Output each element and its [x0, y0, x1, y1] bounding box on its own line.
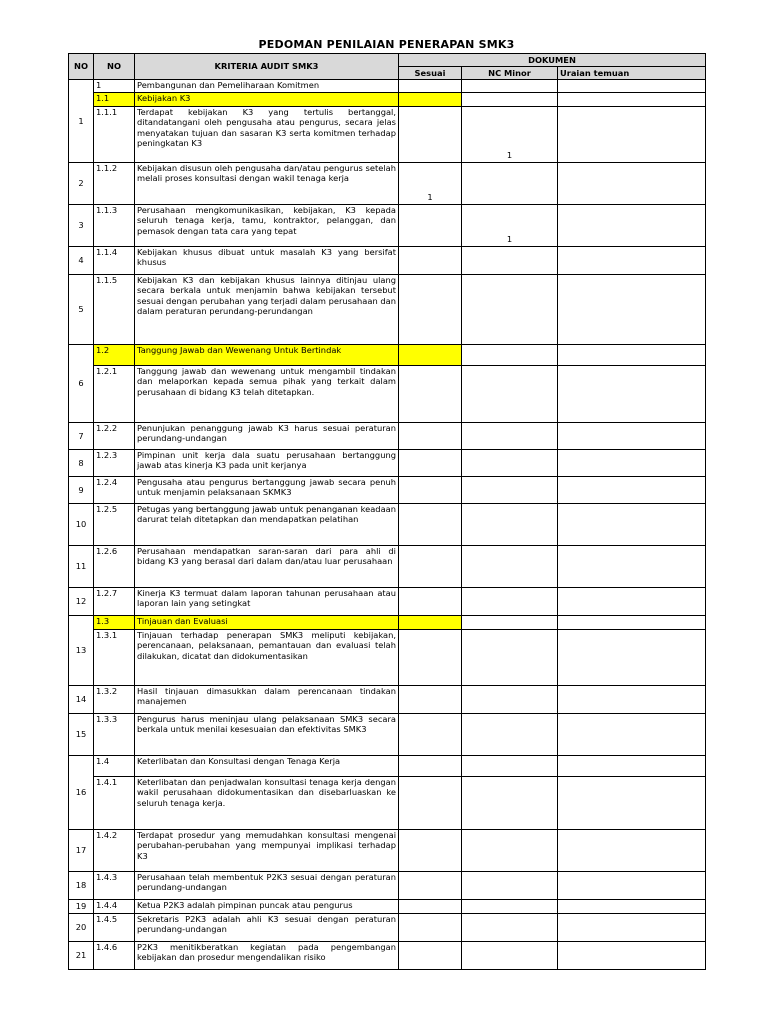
- row-criteria: Terdapat prosedur yang memudahkan konsultasi mengenai perubahan-perubahan yang mempunyai implikasi terhadap K3: [135, 830, 399, 872]
- row-criteria: Tanggung Jawab dan Wewenang Untuk Bertindak: [135, 345, 399, 366]
- table-row: [69, 686, 706, 714]
- row-code: 1: [94, 80, 135, 93]
- row-code: 1.2.5: [94, 504, 135, 546]
- row-code: 1.3.2: [94, 686, 135, 714]
- uraian-cell[interactable]: [558, 616, 706, 630]
- row-number: 13: [69, 616, 94, 686]
- nc-minor-cell[interactable]: [462, 93, 558, 107]
- row-code: 1.4: [94, 756, 135, 777]
- uraian-cell[interactable]: [558, 450, 706, 477]
- table-row: [69, 247, 706, 275]
- row-code: 1.4.2: [94, 830, 135, 872]
- sesuai-cell[interactable]: 1: [399, 163, 462, 205]
- uraian-cell[interactable]: [558, 546, 706, 588]
- uraian-cell[interactable]: [558, 205, 706, 247]
- page-title: PEDOMAN PENILAIAN PENERAPAN SMK3: [258, 38, 515, 51]
- row-criteria: Perusahaan mengkomunikasikan, kebijakan, K3 kepada seluruh tenaga kerja, tamu, kontraktor, pelanggan, dan pemasok dengan tata cara yang tepat: [135, 205, 399, 247]
- nc-minor-cell[interactable]: [462, 686, 558, 714]
- row-code: 1.3.1: [94, 630, 135, 686]
- row-code: 1.2.1: [94, 366, 135, 423]
- sesuai-cell[interactable]: [399, 423, 462, 450]
- row-number: 1: [69, 80, 94, 163]
- row-criteria: Sekretaris P2K3 adalah ahli K3 sesuai dengan peraturan perundang-undangan: [135, 914, 399, 942]
- row-number: 17: [69, 830, 94, 872]
- nc-minor-cell[interactable]: [462, 247, 558, 275]
- sesuai-cell[interactable]: [399, 830, 462, 872]
- nc-minor-cell[interactable]: [462, 942, 558, 970]
- sesuai-cell[interactable]: [399, 630, 462, 686]
- table-row: [69, 914, 706, 942]
- table-row: [69, 366, 706, 423]
- row-criteria: Kebijakan K3: [135, 93, 399, 107]
- row-number: 5: [69, 275, 94, 345]
- table-row: [69, 830, 706, 872]
- table-row: [69, 942, 706, 970]
- uraian-cell[interactable]: [558, 345, 706, 366]
- row-code: 1.4.3: [94, 872, 135, 900]
- nc-minor-cell[interactable]: [462, 616, 558, 630]
- nc-minor-cell[interactable]: [462, 423, 558, 450]
- uraian-cell[interactable]: [558, 756, 706, 777]
- row-criteria: Pengusaha atau pengurus bertanggung jawab secara penuh untuk menjamin pelaksanaan SKMK3: [135, 477, 399, 504]
- nc-minor-cell[interactable]: [462, 872, 558, 900]
- row-criteria: Perusahaan telah membentuk P2K3 sesuai dengan peraturan perundang-undangan: [135, 872, 399, 900]
- nc-minor-cell[interactable]: [462, 900, 558, 914]
- sesuai-cell[interactable]: [399, 686, 462, 714]
- nc-minor-cell[interactable]: [462, 504, 558, 546]
- sesuai-cell[interactable]: [399, 942, 462, 970]
- nc-minor-cell[interactable]: [462, 777, 558, 830]
- table-row: [69, 477, 706, 504]
- row-number: 18: [69, 872, 94, 900]
- sesuai-cell[interactable]: [399, 366, 462, 423]
- row-code: 1.3.3: [94, 714, 135, 756]
- row-number: 4: [69, 247, 94, 275]
- table-row: [69, 80, 706, 93]
- sesuai-cell[interactable]: [399, 714, 462, 756]
- sesuai-cell[interactable]: [399, 107, 462, 163]
- row-criteria: P2K3 menitikberatkan kegiatan pada pengembangan kebijakan dan prosedur mengendalikan risiko: [135, 942, 399, 970]
- row-number: 21: [69, 942, 94, 970]
- nc-minor-cell[interactable]: [462, 714, 558, 756]
- table-row: [69, 777, 706, 830]
- row-code: 1.4.1: [94, 777, 135, 830]
- table-row: [69, 616, 706, 630]
- table-row: [69, 423, 706, 450]
- row-criteria: Petugas yang bertanggung jawab untuk penanganan keadaan darurat telah ditetapkan dan mendapatkan pelatihan: [135, 504, 399, 546]
- uraian-cell[interactable]: [558, 107, 706, 163]
- uraian-cell[interactable]: [558, 366, 706, 423]
- row-number: 8: [69, 450, 94, 477]
- uraian-cell[interactable]: [558, 942, 706, 970]
- row-code: 1.1.5: [94, 275, 135, 345]
- row-number: 10: [69, 504, 94, 546]
- row-criteria: Pimpinan unit kerja dala suatu perusahaan bertanggung jawab atas kinerja K3 pada unit kerjanya: [135, 450, 399, 477]
- nc-minor-cell[interactable]: [462, 366, 558, 423]
- table-row: [69, 630, 706, 686]
- sesuai-cell[interactable]: [399, 914, 462, 942]
- row-code: 1.1: [94, 93, 135, 107]
- row-number: 11: [69, 546, 94, 588]
- nc-minor-cell[interactable]: [462, 630, 558, 686]
- row-criteria: Terdapat kebijakan K3 yang tertulis bertanggal, ditandatangani oleh pengusaha atau pengurus, secara jelas menyatakan tujuan dan sasaran K3 serta komitmen terhadap peningkatan K3: [135, 107, 399, 163]
- row-criteria: Pengurus harus meninjau ulang pelaksanaan SMK3 secara berkala untuk menilai kesesuaian dan efektivitas SMK3: [135, 714, 399, 756]
- sesuai-cell[interactable]: [399, 616, 462, 630]
- sesuai-cell[interactable]: [399, 900, 462, 914]
- header-kriteria: KRITERIA AUDIT SMK3: [135, 54, 399, 80]
- table-row: [69, 450, 706, 477]
- sesuai-cell[interactable]: [399, 247, 462, 275]
- nc-minor-cell[interactable]: 1: [462, 107, 558, 163]
- header-sesuai: Sesuai: [399, 67, 462, 80]
- nc-minor-cell[interactable]: [462, 275, 558, 345]
- uraian-cell[interactable]: [558, 504, 706, 546]
- sesuai-cell[interactable]: [399, 477, 462, 504]
- nc-minor-cell[interactable]: [462, 477, 558, 504]
- row-criteria: Keterlibatan dan penjadwalan konsultasi tenaga kerja dengan wakil perusahaan didokumentasikan dan disebarluaskan ke seluruh tenaga kerja.: [135, 777, 399, 830]
- nc-minor-cell[interactable]: [462, 546, 558, 588]
- uraian-cell[interactable]: [558, 630, 706, 686]
- sesuai-cell[interactable]: [399, 205, 462, 247]
- row-number: 7: [69, 423, 94, 450]
- uraian-cell[interactable]: [558, 588, 706, 616]
- table-row: [69, 504, 706, 546]
- row-code: 1.2.3: [94, 450, 135, 477]
- row-code: 1.1.1: [94, 107, 135, 163]
- table-row: [69, 205, 706, 247]
- table-row: [69, 872, 706, 900]
- row-number: 14: [69, 686, 94, 714]
- nc-minor-cell[interactable]: [462, 756, 558, 777]
- audit-table: [68, 53, 706, 970]
- sesuai-cell[interactable]: [399, 345, 462, 366]
- table-row: [69, 714, 706, 756]
- uraian-cell[interactable]: [558, 686, 706, 714]
- table-row: [69, 107, 706, 163]
- row-number: 2: [69, 163, 94, 205]
- row-code: 1.2.4: [94, 477, 135, 504]
- row-criteria: Ketua P2K3 adalah pimpinan puncak atau pengurus: [135, 900, 399, 914]
- sesuai-cell[interactable]: [399, 450, 462, 477]
- row-code: 1.2: [94, 345, 135, 366]
- table-row: [69, 163, 706, 205]
- header-no: NO: [69, 54, 94, 80]
- row-number: 6: [69, 345, 94, 423]
- sesuai-cell[interactable]: [399, 80, 462, 93]
- row-code: 1.4.6: [94, 942, 135, 970]
- sesuai-cell[interactable]: [399, 777, 462, 830]
- row-code: 1.1.4: [94, 247, 135, 275]
- uraian-cell[interactable]: [558, 163, 706, 205]
- uraian-cell[interactable]: [558, 900, 706, 914]
- row-number: 20: [69, 914, 94, 942]
- header-uraian-temuan: Uraian temuan: [558, 67, 706, 80]
- row-number: 3: [69, 205, 94, 247]
- nc-minor-cell[interactable]: 1: [462, 205, 558, 247]
- row-number: 12: [69, 588, 94, 616]
- nc-minor-cell[interactable]: [462, 163, 558, 205]
- nc-minor-cell[interactable]: [462, 830, 558, 872]
- row-number: 19: [69, 900, 94, 914]
- table-row: [69, 345, 706, 366]
- row-code: 1.2.7: [94, 588, 135, 616]
- uraian-cell[interactable]: [558, 777, 706, 830]
- nc-minor-cell[interactable]: [462, 80, 558, 93]
- row-criteria: Kinerja K3 termuat dalam laporan tahunan perusahaan atau laporan lain yang setingkat: [135, 588, 399, 616]
- sesuai-cell[interactable]: [399, 588, 462, 616]
- uraian-cell[interactable]: [558, 80, 706, 93]
- row-criteria: Kebijakan disusun oleh pengusaha dan/atau pengurus setelah melali proses konsultasi dengan wakil tenaga kerja: [135, 163, 399, 205]
- sesuai-cell[interactable]: [399, 504, 462, 546]
- row-criteria: Perusahaan mendapatkan saran-saran dari para ahli di bidang K3 yang berasal dari dalam dan/atau luar perusahaan: [135, 546, 399, 588]
- row-criteria: Penunjukan penanggung jawab K3 harus sesuai peraturan perundang-undangan: [135, 423, 399, 450]
- row-criteria: Tanggung jawab dan wewenang untuk mengambil tindakan dan melaporkan kepada semua pihak yang terkait dalam perusahaan di bidang K3 telah ditetapkan.: [135, 366, 399, 423]
- nc-minor-cell[interactable]: [462, 345, 558, 366]
- row-criteria: Tinjauan dan Evaluasi: [135, 616, 399, 630]
- row-code: 1.4.4: [94, 900, 135, 914]
- header-no-code: NO: [94, 54, 135, 80]
- row-criteria: Pembangunan dan Pemeliharaan Komitmen: [135, 80, 399, 93]
- table-row: [69, 900, 706, 914]
- uraian-cell[interactable]: [558, 872, 706, 900]
- header-nc-minor: NC Minor: [462, 67, 558, 80]
- row-number: 16: [69, 756, 94, 830]
- nc-minor-cell[interactable]: [462, 914, 558, 942]
- row-code: 1.2.2: [94, 423, 135, 450]
- uraian-cell[interactable]: [558, 914, 706, 942]
- uraian-cell[interactable]: [558, 714, 706, 756]
- nc-minor-cell[interactable]: [462, 588, 558, 616]
- header-dokumen: DOKUMEN: [399, 54, 706, 67]
- table-row: [69, 546, 706, 588]
- sesuai-cell[interactable]: [399, 756, 462, 777]
- uraian-cell[interactable]: [558, 830, 706, 872]
- row-code: 1.3: [94, 616, 135, 630]
- uraian-cell[interactable]: [558, 93, 706, 107]
- row-criteria: Tinjauan terhadap penerapan SMK3 meliputi kebijakan, perencanaan, pelaksanaan, pemantauan dan evaluasi telah dilakukan, dicatat dan didokumentasikan: [135, 630, 399, 686]
- uraian-cell[interactable]: [558, 275, 706, 345]
- row-code: 1.4.5: [94, 914, 135, 942]
- row-code: 1.2.6: [94, 546, 135, 588]
- row-number: 15: [69, 714, 94, 756]
- sesuai-cell[interactable]: [399, 275, 462, 345]
- row-criteria: Kebijakan khusus dibuat untuk masalah K3 yang bersifat khusus: [135, 247, 399, 275]
- uraian-cell[interactable]: [558, 423, 706, 450]
- sesuai-cell[interactable]: [399, 93, 462, 107]
- row-criteria: Hasil tinjauan dimasukkan dalam perencanaan tindakan manajemen: [135, 686, 399, 714]
- row-number: 9: [69, 477, 94, 504]
- sesuai-cell[interactable]: [399, 872, 462, 900]
- table-row: [69, 275, 706, 345]
- nc-minor-cell[interactable]: [462, 450, 558, 477]
- row-criteria: Kebijakan K3 dan kebijakan khusus lainnya ditinjau ulang secara berkala untuk menjamin bahwa kebijakan tersebut sesuai dengan perubahan yang terjadi dalam perusahaan dan dalam peraturan perundang-perundangan: [135, 275, 399, 345]
- uraian-cell[interactable]: [558, 477, 706, 504]
- row-code: 1.1.3: [94, 205, 135, 247]
- table-row: [69, 756, 706, 777]
- uraian-cell[interactable]: [558, 247, 706, 275]
- row-criteria: Keterlibatan dan Konsultasi dengan Tenaga Kerja: [135, 756, 399, 777]
- row-code: 1.1.2: [94, 163, 135, 205]
- table-row: [69, 588, 706, 616]
- table-row: [69, 93, 706, 107]
- sesuai-cell[interactable]: [399, 546, 462, 588]
